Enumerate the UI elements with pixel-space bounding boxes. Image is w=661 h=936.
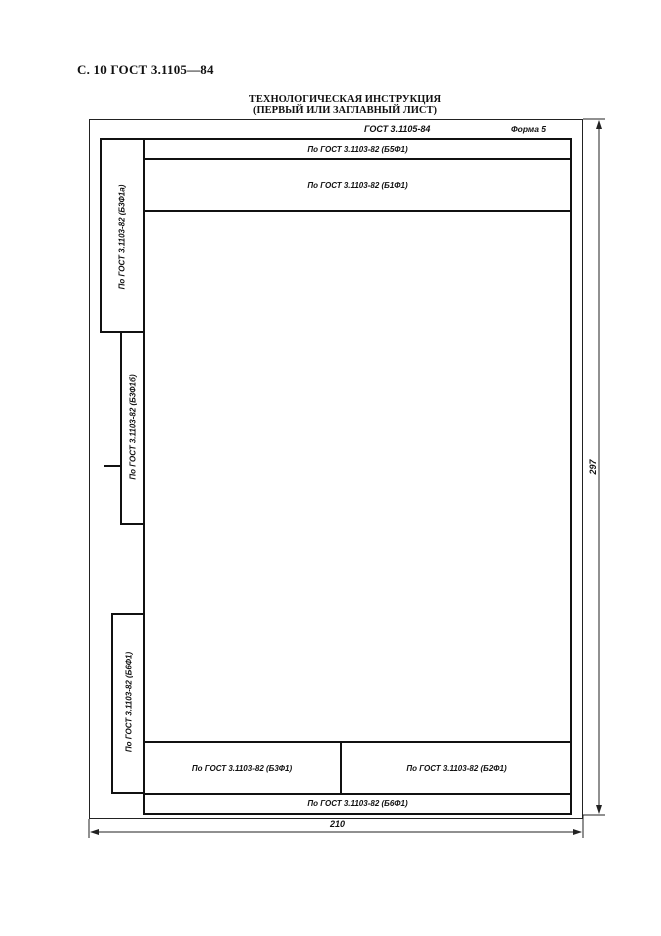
side-block-b3f1b-label: По ГОСТ 3.1103-82 (Б3Ф1б)	[128, 374, 138, 480]
width-dimension: 210	[330, 819, 346, 829]
block-b6f1-label: По ГОСТ 3.1103-82 (Б6Ф1)	[307, 799, 408, 808]
block-b3f1-label: По ГОСТ 3.1103-82 (Б3Ф1)	[191, 764, 293, 773]
standard-label: ГОСТ 3.1105-84	[364, 124, 431, 134]
height-dimension: 297	[588, 459, 598, 475]
document-title: ТЕХНОЛОГИЧЕСКАЯ ИНСТРУКЦИЯ	[248, 94, 442, 105]
form-number-label: Форма 5	[511, 124, 547, 134]
document-subtitle: (ПЕРВЫЙ ИЛИ ЗАГЛАВНЫЙ ЛИСТ)	[253, 105, 437, 116]
block-b5f1-label: По ГОСТ 3.1103-82 (Б5Ф1)	[307, 145, 408, 154]
side-block-b6f1-label: По ГОСТ 3.1103-82 (Б6Ф1)	[124, 651, 134, 753]
block-b1f1-label: По ГОСТ 3.1103-82 (Б1Ф1)	[307, 181, 408, 190]
side-block-b3f1a-label: По ГОСТ 3.1103-82 (Б3Ф1а)	[117, 184, 127, 290]
page-header: С. 10 ГОСТ 3.1105—84	[77, 62, 214, 77]
block-b2f1-label: По ГОСТ 3.1103-82 (Б2Ф1)	[406, 764, 507, 773]
